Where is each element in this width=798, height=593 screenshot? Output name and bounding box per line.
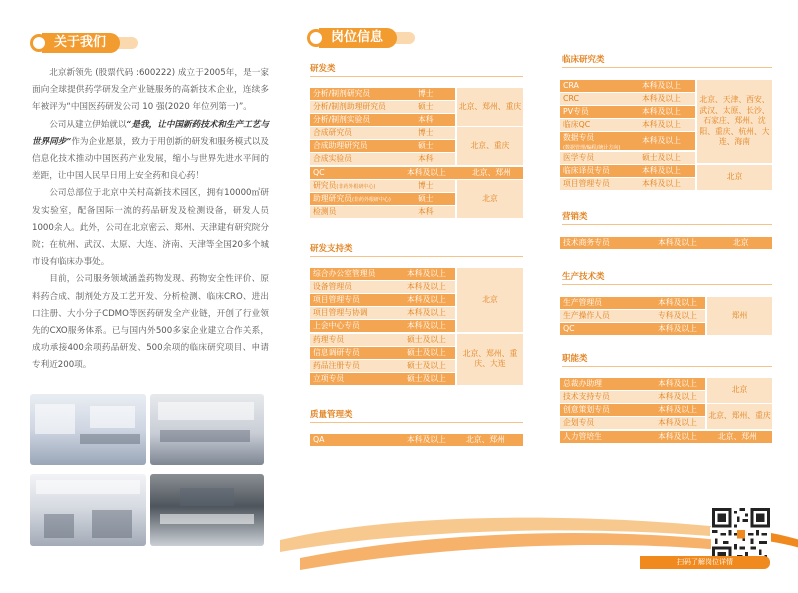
circle-bullet-icon (30, 34, 48, 52)
table-row (310, 334, 455, 346)
about-paragraph-3: 公司总部位于北京中关村高新技术园区，拥有10000㎡研发实验室，配备国际一流的药品研发及检测设备，研发人员1000余人。此外，公司在北京密云、郑州、天津建有研究院分院；在杭州、武汉、太原、大连、济南、天津等全国20多个城市设有临床办事处。 (32, 188, 269, 268)
table-row (560, 417, 705, 429)
sales-section-label: 营销类 (562, 210, 772, 225)
location-cell: 北京、重庆 (457, 127, 523, 165)
table-row (310, 347, 455, 359)
table-row (310, 180, 455, 192)
job-name: 分析/制剂研究员 (313, 89, 371, 98)
table-row (310, 140, 455, 152)
table-row (560, 165, 695, 177)
job-degree: 硕士及以上 (407, 374, 446, 383)
job-location: 北京、郑州 (718, 432, 757, 441)
job-degree: 本科及以上 (658, 432, 697, 441)
table-row (560, 391, 705, 403)
clinical-section-label: 临床研究类 (562, 53, 772, 68)
job-name: QC (313, 168, 325, 177)
job-name: CRC (563, 94, 579, 103)
job-name: 信息调研专员 (313, 348, 360, 357)
job-name: CRA (563, 81, 579, 90)
job-degree: 本科及以上 (642, 179, 681, 188)
job-degree: 本科及以上 (407, 308, 446, 317)
job-name: 分析/制剂助理研究员 (313, 102, 386, 111)
table-row (560, 106, 695, 118)
job-degree: 本科 (418, 154, 434, 163)
job-degree: 硕士及以上 (407, 335, 446, 344)
job-degree: 硕士 (418, 102, 434, 111)
job-degree: 博士 (418, 128, 434, 137)
about-title: 关于我们 (42, 33, 120, 53)
job-degree: 本科及以上 (642, 166, 681, 175)
job-degree: 本科及以上 (642, 107, 681, 116)
job-name: 项目管理专员 (313, 295, 360, 304)
job-name: 技术支持专员 (563, 392, 610, 401)
table-row (310, 434, 523, 446)
job-degree: 博士 (418, 181, 434, 190)
production-section-label: 生产技术类 (562, 270, 772, 285)
job-name: 综合办公室管理员 (313, 269, 376, 278)
table-row (310, 281, 455, 293)
job-name-main: 数据专员 (563, 133, 595, 142)
job-degree: 本科及以上 (407, 168, 446, 177)
job-degree: 本科及以上 (642, 94, 681, 103)
table-row (560, 119, 695, 131)
rd-section-label: 研发类 (310, 62, 523, 77)
job-name: 临床译员专员 (563, 166, 610, 175)
lab-photo-2 (150, 394, 264, 465)
table-row (560, 132, 695, 150)
job-name: 人力管培生 (563, 432, 602, 441)
job-name (313, 180, 375, 194)
functional-table (560, 378, 772, 444)
table-row (310, 294, 455, 306)
production-table (560, 297, 772, 335)
qr-caption: 扫码了解岗位详情 (640, 556, 770, 569)
table-row (560, 297, 705, 309)
rd-table (310, 88, 523, 224)
table-row (560, 323, 705, 335)
location-cell: 北京 (457, 268, 523, 332)
job-name: QC (563, 324, 575, 333)
clinical-table (560, 80, 772, 192)
table-row (310, 360, 455, 372)
job-degree: 本科及以上 (658, 405, 697, 414)
table-row (310, 307, 455, 319)
job-name: 合成研究员 (313, 128, 352, 137)
lab-photo-1 (30, 394, 146, 465)
job-name-main: 助理研究员 (313, 194, 352, 203)
qa-section-label: 质量管理类 (310, 408, 523, 423)
about-p2-start: 公司从建立伊始就以 (49, 119, 127, 130)
job-degree: 本科及以上 (407, 435, 446, 444)
job-name: 企划专员 (563, 418, 595, 427)
job-degree: 本科 (418, 207, 434, 216)
job-degree: 本科及以上 (642, 136, 681, 145)
job-name: 创意策划专员 (563, 405, 610, 414)
job-name: 临床QC (563, 120, 591, 129)
job-name-main: 研究员 (313, 181, 337, 190)
job-degree: 本科及以上 (658, 379, 697, 388)
job-degree: 本科及以上 (642, 81, 681, 90)
table-row (560, 80, 695, 92)
location-cell: 北京、郑州、重庆 (707, 404, 772, 429)
table-row (310, 206, 455, 218)
table-row (310, 373, 455, 385)
location-cell: 郑州 (707, 297, 772, 335)
table-row (310, 268, 455, 280)
about-vision-quote: “是我，让中国新药技术和生产工艺与世界同步” (32, 119, 269, 147)
job-degree: 硕士 (418, 141, 434, 150)
job-location: 北京 (733, 238, 749, 247)
job-name: 技术商务专员 (563, 238, 610, 247)
table-row (310, 153, 455, 165)
job-name: 检测员 (313, 207, 337, 216)
job-location: 北京、郑州 (466, 435, 505, 444)
table-row (560, 310, 705, 322)
job-name (313, 193, 391, 207)
job-name: 上会中心专员 (313, 321, 360, 330)
qa-table (310, 434, 523, 446)
job-name: PV专员 (563, 107, 589, 116)
job-degree: 本科及以上 (658, 418, 697, 427)
about-paragraph-1: 北京新领先 (股票代码 :600222) 成立于2005年，是一家面向全球提供药学研发全产业链服务的高新技术企业，连续多年被评为“中国医药研发公司 10 强(2020 年位列第一)”。 (32, 68, 269, 113)
job-name: 医学专员 (563, 153, 595, 162)
lab-photo-3 (30, 474, 146, 546)
about-paragraph-4: 目前，公司服务领域涵盖药物发现、药物安全性评价、原料药合成、制剂处方及工艺开发、分析检测、临床CRO、进出口注册、大小分子CDMO等医药研发全产业链，开创了行业领先的CXO服务体系。已与国内外500多家企业建立合作关系，成功承接400余项药品研发、500余项的临床研究项目、申请专利近200项。 (32, 274, 269, 371)
job-degree: 专科及以上 (658, 311, 697, 320)
table-row (310, 114, 455, 126)
location-cell: 北京 (697, 165, 772, 190)
job-degree: 硕士及以上 (642, 153, 681, 162)
job-name: 项目管理专员 (563, 179, 610, 188)
table-row (560, 178, 695, 190)
job-name: 总裁办助理 (563, 379, 602, 388)
table-row (310, 88, 455, 100)
functional-section-label: 职能类 (562, 352, 772, 367)
jobs-title: 岗位信息 (319, 28, 397, 48)
circle-bullet-icon (307, 29, 325, 47)
job-name: 合成实验员 (313, 154, 352, 163)
job-degree: 本科及以上 (658, 238, 697, 247)
job-degree: 本科及以上 (407, 269, 446, 278)
job-degree: 硕士 (418, 194, 434, 203)
table-row (310, 193, 455, 205)
job-name: 设备管理员 (313, 282, 352, 291)
job-degree: 本科及以上 (658, 392, 697, 401)
support-table (310, 268, 523, 390)
location-cell: 北京 (457, 180, 523, 218)
location-cell: 北京、郑州、重庆、大连 (457, 334, 523, 385)
job-name: 药理专员 (313, 335, 345, 344)
job-name-note: (非药外根研中心) (336, 184, 376, 190)
job-name: QA (313, 435, 325, 444)
jobs-header (307, 28, 397, 48)
table-row (560, 378, 705, 390)
table-row (310, 101, 455, 113)
location-cell: 北京、郑州、重庆 (457, 88, 523, 126)
table-row (560, 237, 772, 249)
table-row (560, 152, 695, 164)
job-name: 生产操作人员 (563, 311, 610, 320)
job-degree: 硕士及以上 (407, 348, 446, 357)
about-header (30, 33, 120, 53)
job-degree: 本科及以上 (658, 324, 697, 333)
location-cell: 北京、天津、西安、武汉、太原、长沙、石家庄、郑州、沈阳、重庆、杭州、大连、海南 (697, 80, 772, 163)
job-degree: 本科及以上 (658, 298, 697, 307)
support-section-label: 研发支持类 (310, 242, 523, 257)
job-name: 项目管理与协调 (313, 308, 368, 317)
sales-table (560, 237, 772, 249)
job-name-note: (数据管理/编程/统计方向) (563, 145, 621, 151)
job-name (563, 133, 620, 153)
table-row (310, 320, 455, 332)
job-name-note: (非药外根研中心) (351, 197, 391, 203)
job-name: 分析/制剂实验员 (313, 115, 371, 124)
about-body (32, 65, 269, 375)
job-degree: 本科及以上 (407, 321, 446, 330)
job-degree: 本科及以上 (407, 295, 446, 304)
job-name: 生产管理员 (563, 298, 602, 307)
job-name: 立项专员 (313, 374, 345, 383)
lab-photo-4 (150, 474, 264, 546)
table-row (310, 127, 455, 139)
job-location: 北京、郑州 (472, 168, 511, 177)
job-degree: 本科及以上 (407, 282, 446, 291)
job-degree: 本科及以上 (642, 120, 681, 129)
location-cell: 北京 (707, 378, 772, 403)
about-p2-end: 作为企业愿景，致力于用创新的研发和服务模式以及信息化技术推动中国医药产业发展，缩小与世界先进水平间的差距，让中国人民早日用上安全药和良心药！ (32, 136, 269, 182)
table-row (560, 93, 695, 105)
job-degree: 本科 (418, 115, 434, 124)
table-row (560, 431, 772, 443)
job-name: 合成助理研究员 (313, 141, 368, 150)
job-degree: 博士 (418, 89, 434, 98)
about-paragraph-2 (32, 117, 269, 186)
table-row (560, 404, 705, 416)
table-row (310, 167, 523, 179)
job-name: 药品注册专员 (313, 361, 360, 370)
job-degree: 硕士及以上 (407, 361, 446, 370)
